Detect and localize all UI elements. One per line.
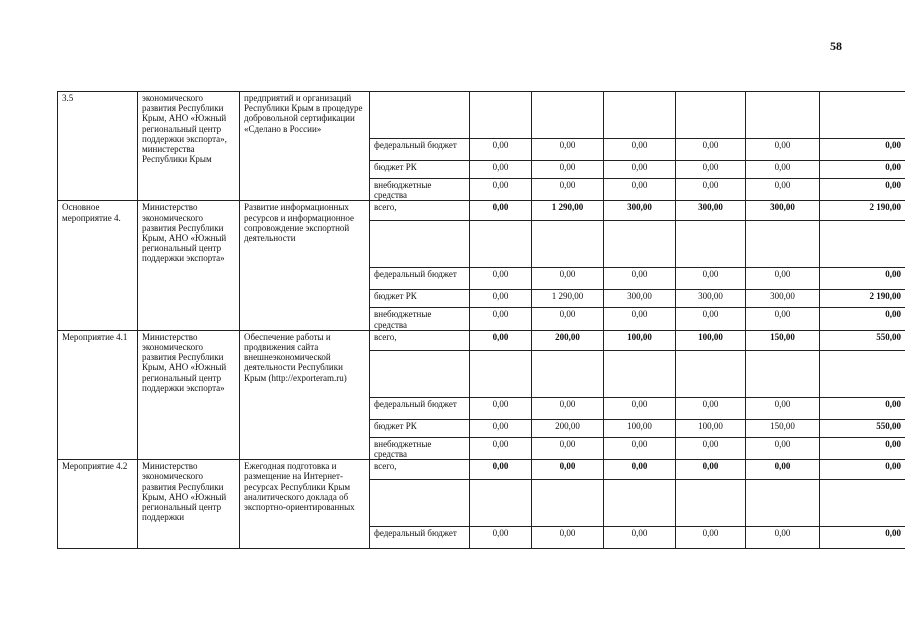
amount-cell: 0,00 xyxy=(470,139,532,161)
amount-cell: 0,00 xyxy=(532,179,604,201)
section-code: Основное мероприятие 4. xyxy=(58,201,138,330)
amount-cell: 0,00 xyxy=(676,161,746,179)
funding-source-label: внебюджетные средства xyxy=(370,308,470,330)
section-executor: Министерство экономического развития Республики Крым, АНО «Южный региональный центр поддержки xyxy=(138,460,240,549)
amount-cell: 0,00 xyxy=(746,161,820,179)
empty-cell xyxy=(746,221,820,268)
amount-cell: 550,00 xyxy=(820,419,905,437)
amount-cell: 0,00 xyxy=(470,201,532,221)
amount-cell: 550,00 xyxy=(820,330,905,350)
amount-cell: 0,00 xyxy=(746,460,820,480)
empty-cell xyxy=(532,350,604,397)
funding-source-label: бюджет РК xyxy=(370,290,470,308)
amount-cell: 0,00 xyxy=(676,460,746,480)
empty-cell xyxy=(676,480,746,527)
section-description: предприятий и организаций Республики Крым в процедуре добровольной сертификации «Сделано в России» xyxy=(240,92,370,201)
table-row xyxy=(58,460,905,480)
empty-cell xyxy=(676,350,746,397)
funding-source-label: внебюджетные средства xyxy=(370,179,470,201)
funding-source-label: всего, xyxy=(370,330,470,350)
amount-cell: 100,00 xyxy=(676,419,746,437)
amount-cell: 0,00 xyxy=(820,179,905,201)
empty-cell xyxy=(532,92,604,139)
section-code: Мероприятие 4.1 xyxy=(58,330,138,459)
amount-cell: 0,00 xyxy=(604,139,676,161)
amount-cell: 0,00 xyxy=(470,161,532,179)
empty-cell xyxy=(820,221,905,268)
amount-cell: 300,00 xyxy=(676,201,746,221)
amount-cell: 0,00 xyxy=(820,397,905,419)
amount-cell: 0,00 xyxy=(532,161,604,179)
amount-cell: 0,00 xyxy=(604,437,676,459)
amount-cell: 2 190,00 xyxy=(820,201,905,221)
funding-source-label xyxy=(370,92,470,139)
amount-cell: 0,00 xyxy=(604,308,676,330)
funding-source-label xyxy=(370,350,470,397)
amount-cell: 300,00 xyxy=(604,290,676,308)
amount-cell: 1 290,00 xyxy=(532,290,604,308)
funding-source-label: федеральный бюджет xyxy=(370,527,470,549)
empty-cell xyxy=(604,350,676,397)
amount-cell: 0,00 xyxy=(604,397,676,419)
amount-cell: 150,00 xyxy=(746,330,820,350)
amount-cell: 0,00 xyxy=(470,268,532,290)
section-executor: Министерство экономического развития Республики Крым, АНО «Южный региональный центр поддержки экспорта» xyxy=(138,201,240,330)
section-executor: Министерство экономического развития Республики Крым, АНО «Южный региональный центр поддержки экспорта» xyxy=(138,330,240,459)
empty-cell xyxy=(604,92,676,139)
section-executor: экономического развития Республики Крым, АНО «Южный региональный центр поддержки экспорта», министерства Республики Крым xyxy=(138,92,240,201)
amount-cell: 0,00 xyxy=(676,139,746,161)
amount-cell: 0,00 xyxy=(746,268,820,290)
amount-cell: 0,00 xyxy=(532,437,604,459)
table-row xyxy=(58,92,905,139)
funding-source-label: бюджет РК xyxy=(370,161,470,179)
empty-cell xyxy=(532,221,604,268)
amount-cell: 1 290,00 xyxy=(532,201,604,221)
amount-cell: 0,00 xyxy=(746,179,820,201)
table-body xyxy=(58,92,905,549)
amount-cell: 0,00 xyxy=(532,460,604,480)
amount-cell: 0,00 xyxy=(470,308,532,330)
amount-cell: 0,00 xyxy=(746,437,820,459)
section-code: Мероприятие 4.2 xyxy=(58,460,138,549)
amount-cell: 200,00 xyxy=(532,330,604,350)
amount-cell: 0,00 xyxy=(746,308,820,330)
amount-cell: 0,00 xyxy=(820,527,905,549)
empty-cell xyxy=(604,480,676,527)
amount-cell: 100,00 xyxy=(676,330,746,350)
amount-cell: 0,00 xyxy=(470,460,532,480)
empty-cell xyxy=(820,350,905,397)
amount-cell: 0,00 xyxy=(676,179,746,201)
empty-cell xyxy=(470,480,532,527)
amount-cell: 0,00 xyxy=(820,139,905,161)
amount-cell: 0,00 xyxy=(820,437,905,459)
amount-cell: 0,00 xyxy=(470,330,532,350)
funding-source-label: федеральный бюджет xyxy=(370,139,470,161)
amount-cell: 100,00 xyxy=(604,419,676,437)
amount-cell: 300,00 xyxy=(604,201,676,221)
section-code: 3.5 xyxy=(58,92,138,201)
amount-cell: 0,00 xyxy=(532,139,604,161)
amount-cell: 0,00 xyxy=(676,397,746,419)
amount-cell: 0,00 xyxy=(676,268,746,290)
section-description: Развитие информационных ресурсов и информационное сопровождение экспортной деятельности xyxy=(240,201,370,330)
empty-cell xyxy=(820,480,905,527)
table-row xyxy=(58,201,905,221)
amount-cell: 0,00 xyxy=(532,527,604,549)
amount-cell: 0,00 xyxy=(604,527,676,549)
amount-cell: 200,00 xyxy=(532,419,604,437)
funding-source-label xyxy=(370,480,470,527)
amount-cell: 0,00 xyxy=(470,437,532,459)
amount-cell: 150,00 xyxy=(746,419,820,437)
amount-cell: 0,00 xyxy=(820,161,905,179)
funding-source-label: внебюджетные средства xyxy=(370,437,470,459)
amount-cell: 0,00 xyxy=(676,437,746,459)
empty-cell xyxy=(676,221,746,268)
empty-cell xyxy=(532,480,604,527)
funding-source-label: бюджет РК xyxy=(370,419,470,437)
amount-cell: 0,00 xyxy=(470,290,532,308)
amount-cell: 0,00 xyxy=(470,527,532,549)
empty-cell xyxy=(820,92,905,139)
amount-cell: 100,00 xyxy=(604,330,676,350)
amount-cell: 0,00 xyxy=(604,460,676,480)
section-description: Обеспечение работы и продвижения сайта внешнеэкономической деятельности Республики Крым (http://exporteram.ru) xyxy=(240,330,370,459)
amount-cell: 300,00 xyxy=(746,290,820,308)
empty-cell xyxy=(746,350,820,397)
amount-cell: 0,00 xyxy=(746,139,820,161)
table-row xyxy=(58,330,905,350)
funding-source-label: федеральный бюджет xyxy=(370,268,470,290)
funding-source-label xyxy=(370,221,470,268)
amount-cell: 0,00 xyxy=(820,460,905,480)
empty-cell xyxy=(746,92,820,139)
section-description: Ежегодная подготовка и размещение на Интернет-ресурсах Республики Крым аналитического доклада об экспортно-ориентированных xyxy=(240,460,370,549)
empty-cell xyxy=(676,92,746,139)
amount-cell: 0,00 xyxy=(604,179,676,201)
funding-source-label: всего, xyxy=(370,201,470,221)
amount-cell: 0,00 xyxy=(604,268,676,290)
amount-cell: 0,00 xyxy=(676,308,746,330)
amount-cell: 2 190,00 xyxy=(820,290,905,308)
amount-cell: 0,00 xyxy=(470,397,532,419)
financing-table xyxy=(57,91,905,549)
amount-cell: 300,00 xyxy=(746,201,820,221)
amount-cell: 0,00 xyxy=(470,179,532,201)
amount-cell: 0,00 xyxy=(532,268,604,290)
amount-cell: 0,00 xyxy=(470,419,532,437)
amount-cell: 0,00 xyxy=(532,397,604,419)
amount-cell: 0,00 xyxy=(746,397,820,419)
page-number: 58 xyxy=(830,39,842,53)
empty-cell xyxy=(470,221,532,268)
funding-source-label: федеральный бюджет xyxy=(370,397,470,419)
empty-cell xyxy=(746,480,820,527)
amount-cell: 0,00 xyxy=(604,161,676,179)
amount-cell: 300,00 xyxy=(676,290,746,308)
amount-cell: 0,00 xyxy=(820,308,905,330)
amount-cell: 0,00 xyxy=(676,527,746,549)
amount-cell: 0,00 xyxy=(532,308,604,330)
empty-cell xyxy=(470,350,532,397)
empty-cell xyxy=(604,221,676,268)
empty-cell xyxy=(470,92,532,139)
amount-cell: 0,00 xyxy=(746,527,820,549)
funding-source-label: всего, xyxy=(370,460,470,480)
amount-cell: 0,00 xyxy=(820,268,905,290)
